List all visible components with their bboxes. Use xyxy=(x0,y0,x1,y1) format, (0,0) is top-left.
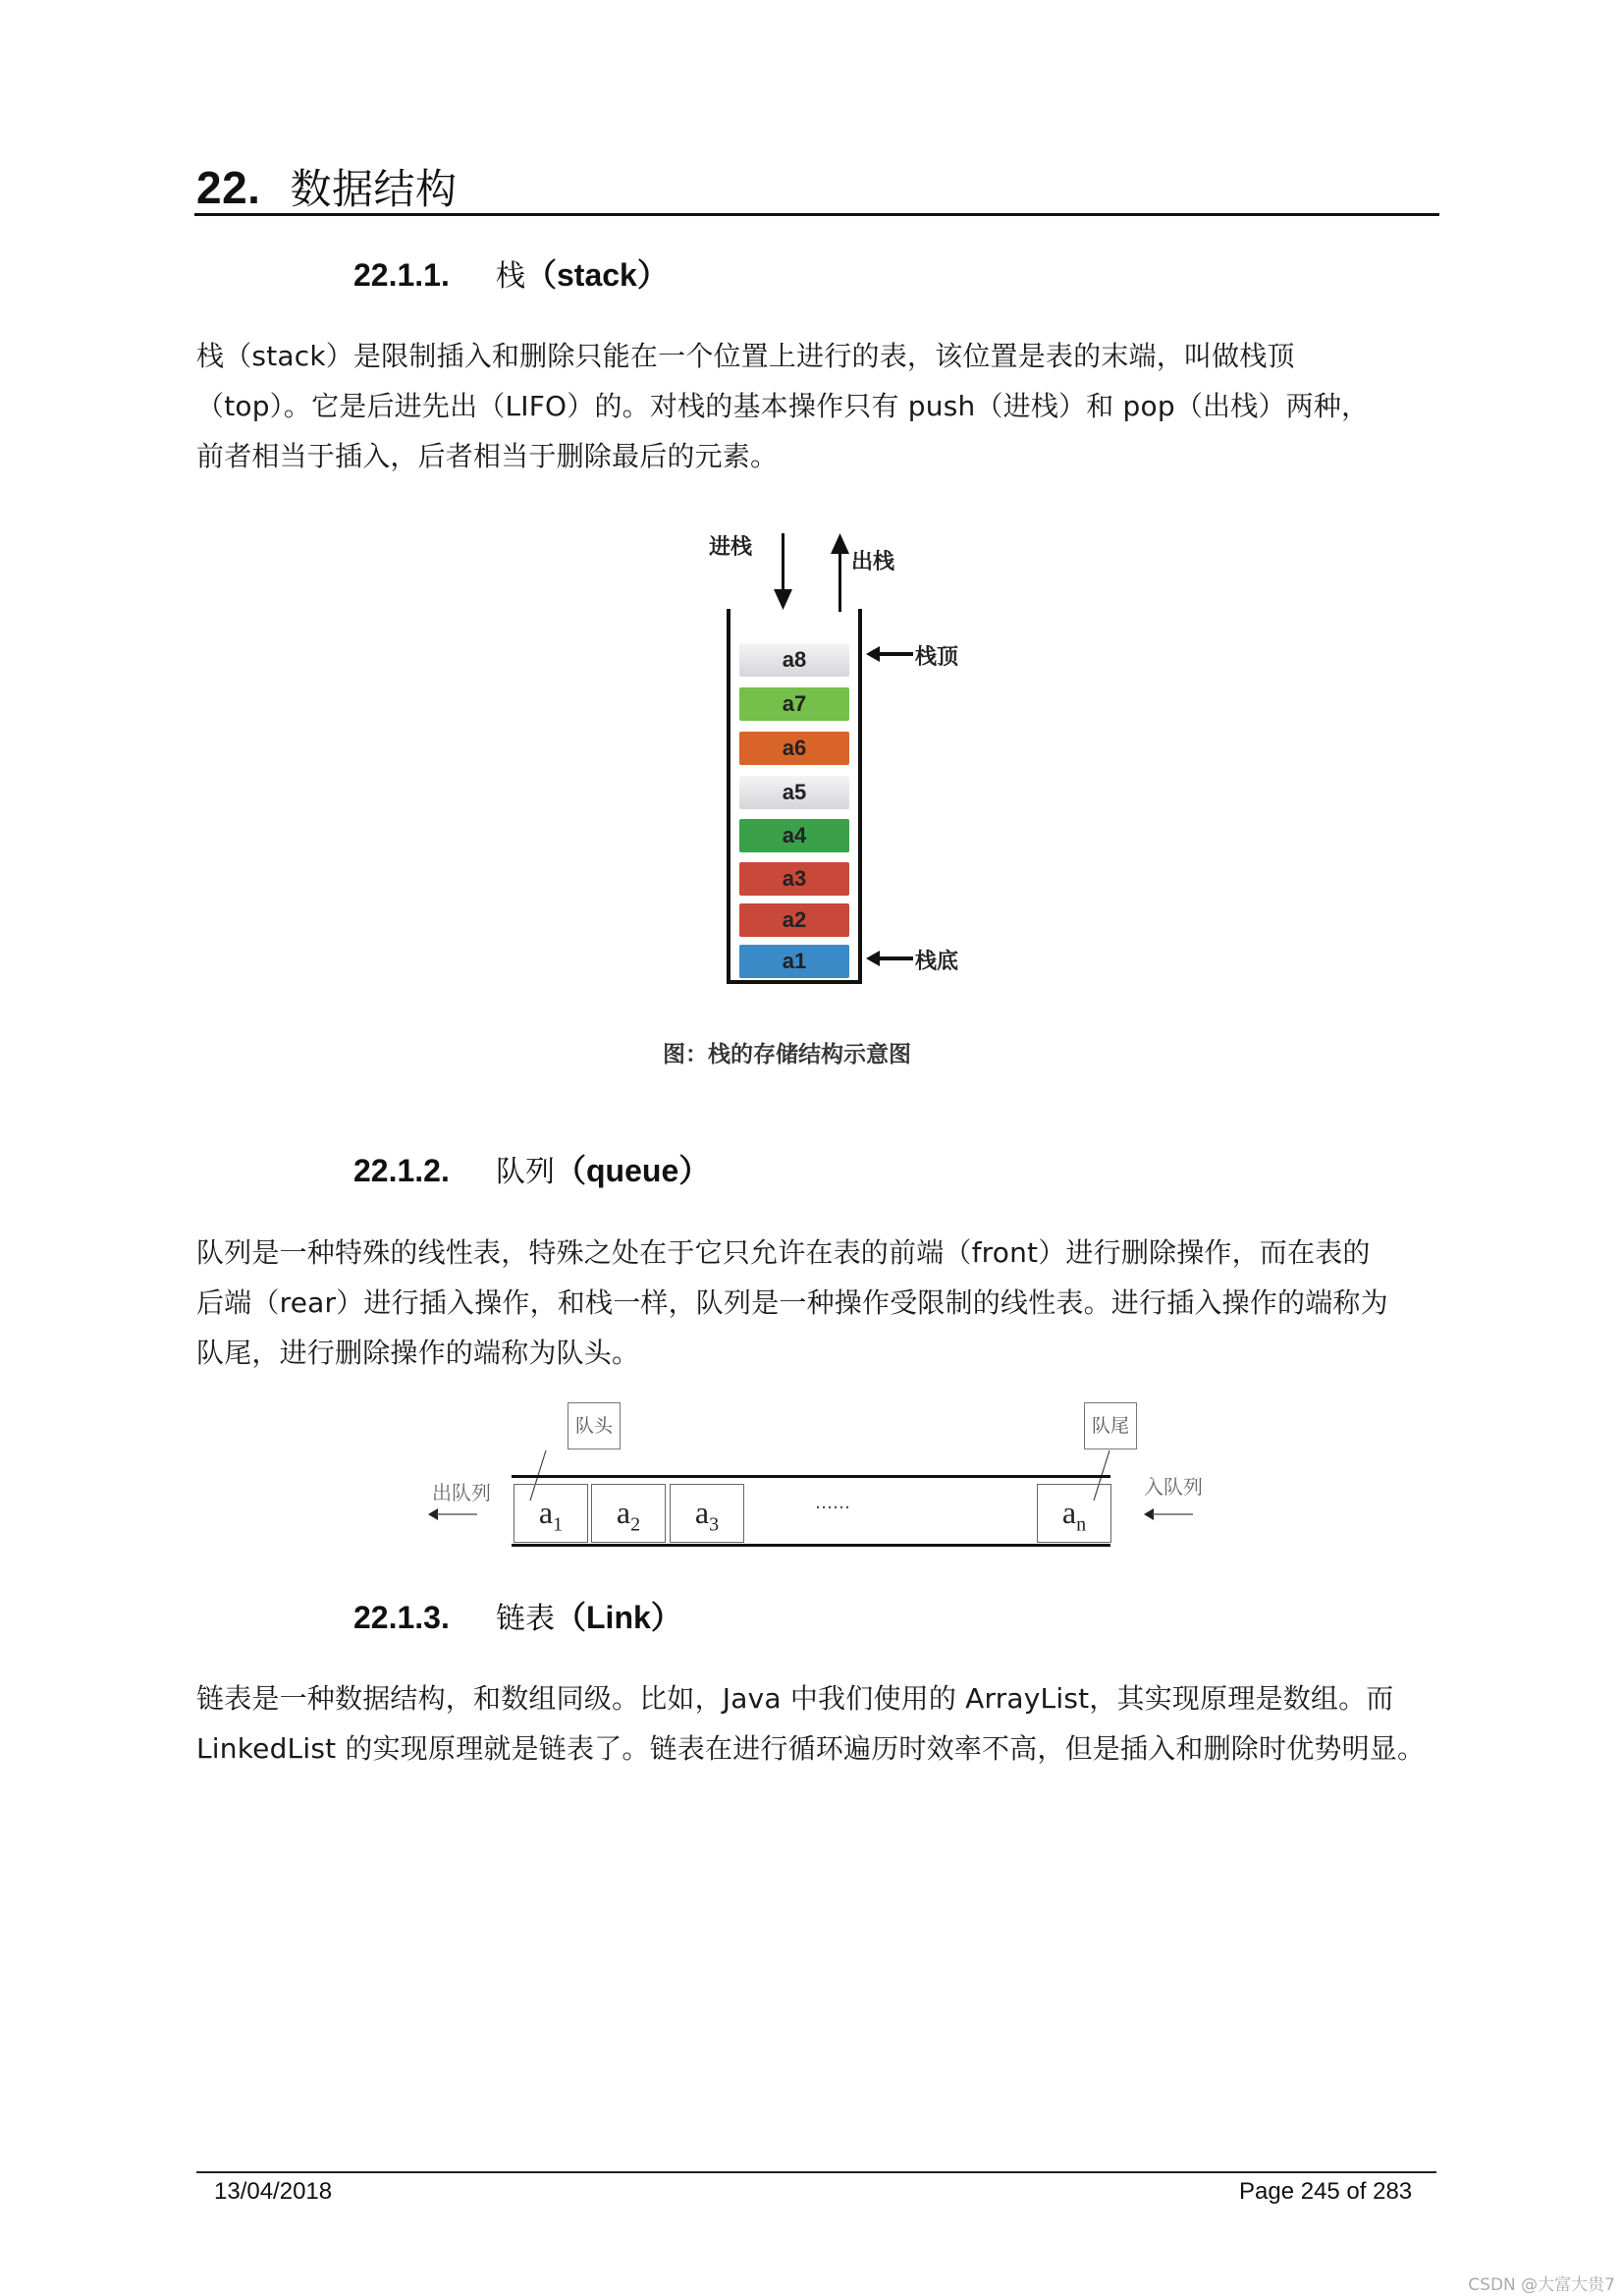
section-title-cn: 栈 xyxy=(496,259,525,294)
paragraph-line: （top）。它是后进先出（LIFO）的。对栈的基本操作只有 push（进栈）和 pop（出栈）两种， xyxy=(196,390,1370,422)
section-heading-link xyxy=(353,1593,682,1638)
down-arrow-icon xyxy=(774,589,793,611)
queue-ellipsis: …… xyxy=(815,1493,850,1513)
section-title-en: （stack） xyxy=(525,257,669,293)
paragraph-line: 链表是一种数据结构，和数组同级。比如，Java 中我们使用的 ArrayList，其实现原理是数组。而 xyxy=(196,1682,1394,1715)
section-title-en: （queue） xyxy=(555,1153,711,1188)
enqueue-arrow-icon xyxy=(1144,1507,1193,1521)
watermark: CSDN @大富大贵7 xyxy=(1468,2275,1615,2295)
queue-top-bar xyxy=(512,1475,1110,1478)
paragraph-line: 前者相当于插入，后者相当于删除最后的元素。 xyxy=(196,440,779,472)
stack-cell: a5 xyxy=(739,776,849,809)
dequeue-label: 出队列 xyxy=(432,1481,491,1504)
up-arrow-icon xyxy=(831,533,850,555)
queue-bottom-bar xyxy=(512,1544,1110,1547)
stack-cell: a2 xyxy=(739,903,849,937)
push-label: 进栈 xyxy=(709,535,753,560)
section-heading-stack xyxy=(353,250,669,296)
chapter-heading xyxy=(196,157,457,216)
footer-page-number: Page 245 of 283 xyxy=(1239,2178,1413,2205)
paragraph-line: 队列是一种特殊的线性表，特殊之处在于它只允许在表的前端（front）进行删除操作，而在表的 xyxy=(196,1236,1371,1269)
stack-cell: a4 xyxy=(739,819,849,852)
queue-cell: $a_1$ xyxy=(514,1484,588,1543)
enqueue-label: 入队列 xyxy=(1144,1475,1203,1499)
section-title-en: （Link） xyxy=(555,1600,682,1635)
push-arrow-shaft xyxy=(782,533,784,592)
section-title-cn: 链表 xyxy=(496,1602,555,1636)
footer-date: 13/04/2018 xyxy=(214,2178,333,2205)
stack-cell: a3 xyxy=(739,862,849,896)
footer-divider xyxy=(196,2171,1436,2173)
section-heading-queue xyxy=(353,1146,710,1191)
section-number: 22.1.1. xyxy=(353,257,450,293)
paragraph-line: 后端（rear）进行插入操作，和栈一样，队列是一种操作受限制的线性表。进行插入操作的端称为 xyxy=(196,1286,1388,1319)
stack-diagram xyxy=(663,516,1001,1085)
stack-cell: a8 xyxy=(739,643,849,677)
stack-cell: a7 xyxy=(739,687,849,721)
paragraph-line: LinkedList 的实现原理就是链表了。链表在进行循环遍历时效率不高，但是插入和删除时优势明显。 xyxy=(196,1732,1426,1765)
link-paragraph xyxy=(196,1673,1441,1774)
pop-arrow-shaft xyxy=(839,553,841,612)
stack-top-label: 栈顶 xyxy=(915,645,959,670)
bottom-pointer-arrow-icon xyxy=(866,950,913,967)
section-title-cn: 队列 xyxy=(496,1155,555,1189)
stack-container xyxy=(727,609,862,984)
paragraph-line: 栈（stack）是限制插入和删除只能在一个位置上进行的表，该位置是表的末端，叫做栈顶 xyxy=(196,340,1295,372)
stack-cell: a6 xyxy=(739,732,849,765)
paragraph-line: 队尾，进行删除操作的端称为队头。 xyxy=(196,1337,640,1369)
stack-figure-caption: 图：栈的存储结构示意图 xyxy=(663,1042,911,1067)
stack-cell: a1 xyxy=(739,945,849,978)
section-number: 22.1.2. xyxy=(353,1153,450,1188)
section-number: 22.1.3. xyxy=(353,1600,450,1635)
top-pointer-arrow-icon xyxy=(866,645,913,663)
chapter-number: 22. xyxy=(196,162,261,213)
queue-tail-label: 队尾 xyxy=(1084,1402,1137,1449)
queue-cell: $a_3$ xyxy=(670,1484,744,1543)
queue-paragraph xyxy=(196,1228,1441,1378)
chapter-title: 数据结构 xyxy=(290,165,458,213)
stack-bottom-label: 栈底 xyxy=(915,950,959,974)
queue-cell: $a_2$ xyxy=(591,1484,666,1543)
queue-diagram xyxy=(422,1394,1217,1561)
queue-cell: $a_n$ xyxy=(1037,1484,1111,1543)
queue-head-label: 队头 xyxy=(568,1402,621,1449)
dequeue-arrow-icon xyxy=(428,1507,477,1521)
pop-label: 出栈 xyxy=(851,550,895,574)
stack-paragraph xyxy=(196,331,1441,481)
chapter-divider xyxy=(194,213,1439,216)
